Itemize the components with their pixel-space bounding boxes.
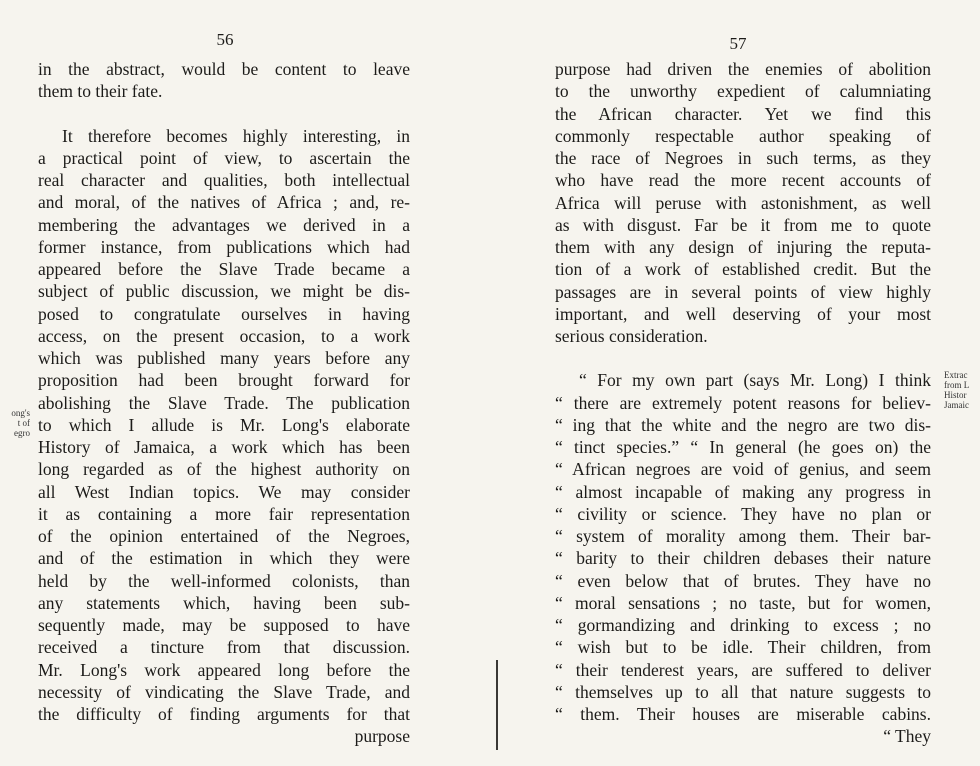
left-page-body (38, 58, 410, 748)
text-line: held by the well-informed colonists, than (38, 570, 410, 591)
quote-line: “ tinct species.” “ In general (he goes on) the (555, 437, 931, 457)
text-line: a practical point of view, to ascertain the (38, 147, 410, 168)
text-line: and of the estimation in which they were (38, 548, 410, 569)
text-line: passages are in several points of view highly (555, 281, 931, 302)
quote-line: “ system of morality among them. Their bar- (555, 526, 931, 546)
text-line: It therefore becomes highly interesting, in (62, 125, 410, 146)
text-line: History of Jamaica, a work which has been (38, 437, 410, 457)
text-line: in the abstract, would be content to leave (38, 59, 410, 79)
text-line: necessity of vindicating the Slave Trade, and (38, 681, 410, 702)
text-line: received a tincture from that discussion. (38, 637, 410, 658)
right-page (490, 0, 980, 766)
text-line: appeared before the Slave Trade became a (38, 259, 410, 279)
quote-line: “ almost incapable of making any progress in (555, 481, 931, 502)
text-line: Mr. Long's work appeared long before the (38, 659, 410, 680)
text-line: which was published many years before any (38, 348, 410, 368)
text-line: Africa will peruse with astonishment, as well (555, 192, 931, 213)
right-margin-note-line: Extrac (944, 370, 968, 380)
text-line: sequently made, may be supposed to have (38, 615, 410, 635)
left-margin-note-line: ong's (11, 408, 30, 418)
text-line: of the opinion entertained of the Negroes, (38, 526, 410, 546)
text-line: them with any design of injuring the reputa- (555, 237, 931, 257)
right-page-number: 57 (729, 34, 747, 53)
text-line: the race of Negroes in such terms, as they (555, 148, 931, 168)
text-line: subject of public discussion, we might be dis- (38, 281, 410, 302)
left-margin-note-line: egro (14, 428, 30, 438)
catchword: purpose (354, 726, 410, 747)
text-line: and moral, of the natives of Africa ; and, re- (38, 192, 410, 213)
right-margin-note-line: Jamaic (944, 400, 969, 410)
text-line: to which I allude is Mr. Long's elaborate (38, 414, 410, 435)
left-page-number: 56 (216, 30, 234, 49)
quote-line: “ barity to their children debases their nature (555, 548, 931, 569)
text-line: membering the advantages we derived in a (38, 214, 410, 235)
left-margin-note-line: t of (17, 418, 30, 428)
text-line: them to their fate. (38, 81, 163, 102)
quote-line: “ gormandizing and drinking to excess ; no (555, 615, 931, 635)
text-line: who have read the more recent accounts of (555, 170, 931, 191)
text-line: the African character. Yet we find this (555, 103, 931, 124)
right-page-body (555, 58, 931, 748)
paragraph-gap (555, 347, 931, 369)
right-margin-note-line: Histor (944, 390, 967, 400)
quote-line: “ moral sensations ; no taste, but for women, (555, 592, 931, 613)
text-line: important, and well deserving of your most (555, 303, 931, 324)
text-line: as with disgust. Far be it from me to quote (555, 214, 931, 235)
text-line: access, on the present occasion, to a work (38, 325, 410, 346)
quote-line: “ there are extremely potent reasons for believ- (555, 392, 931, 413)
text-line: to the unworthy expedient of calumniating (555, 81, 931, 102)
text-line: commonly respectable author speaking of (555, 125, 931, 146)
right-margin-note (944, 370, 980, 410)
text-line: all West Indian topics. We may consider (38, 481, 410, 502)
text-line: it as containing a more fair representation (38, 503, 410, 524)
quote-line: “ African negroes are void of genius, and seem (555, 459, 931, 480)
left-margin-note (0, 408, 30, 438)
text-line: the difficulty of finding arguments for that (38, 704, 410, 724)
quote-line: “ them. Their houses are miserable cabins. (555, 704, 931, 724)
quote-line: “ themselves up to all that nature suggests to (555, 681, 931, 702)
text-line: real character and qualities, both intellectual (38, 170, 410, 190)
text-line: former instance, from publications which had (38, 236, 410, 257)
quote-line: “ For my own part (says Mr. Long) I think (579, 370, 931, 391)
quote-line: “ civility or science. They have no plan or (555, 503, 931, 524)
text-line: proposition had been brought forward for (38, 370, 410, 391)
text-line: abolishing the Slave Trade. The publication (38, 392, 410, 413)
quote-line: “ wish but to be idle. Their children, from (555, 637, 931, 658)
paragraph-gap (38, 103, 410, 125)
quote-line: “ even below that of brutes. They have no (555, 570, 931, 591)
text-line: serious consideration. (555, 326, 708, 346)
text-line: posed to congratulate ourselves in having (38, 303, 410, 324)
quote-line: “ ing that the white and the negro are two dis- (555, 414, 931, 435)
text-line: long regarded as of the highest authority on (38, 459, 410, 480)
quote-line: “ their tenderest years, are suffered to deliver (555, 659, 931, 680)
text-line: tion of a work of established credit. But the (555, 259, 931, 280)
right-margin-note-line: from L (944, 380, 970, 390)
catchword: “ They (883, 726, 931, 747)
text-line: any statements which, having been sub- (38, 592, 410, 613)
text-line: purpose had driven the enemies of abolition (555, 59, 931, 79)
